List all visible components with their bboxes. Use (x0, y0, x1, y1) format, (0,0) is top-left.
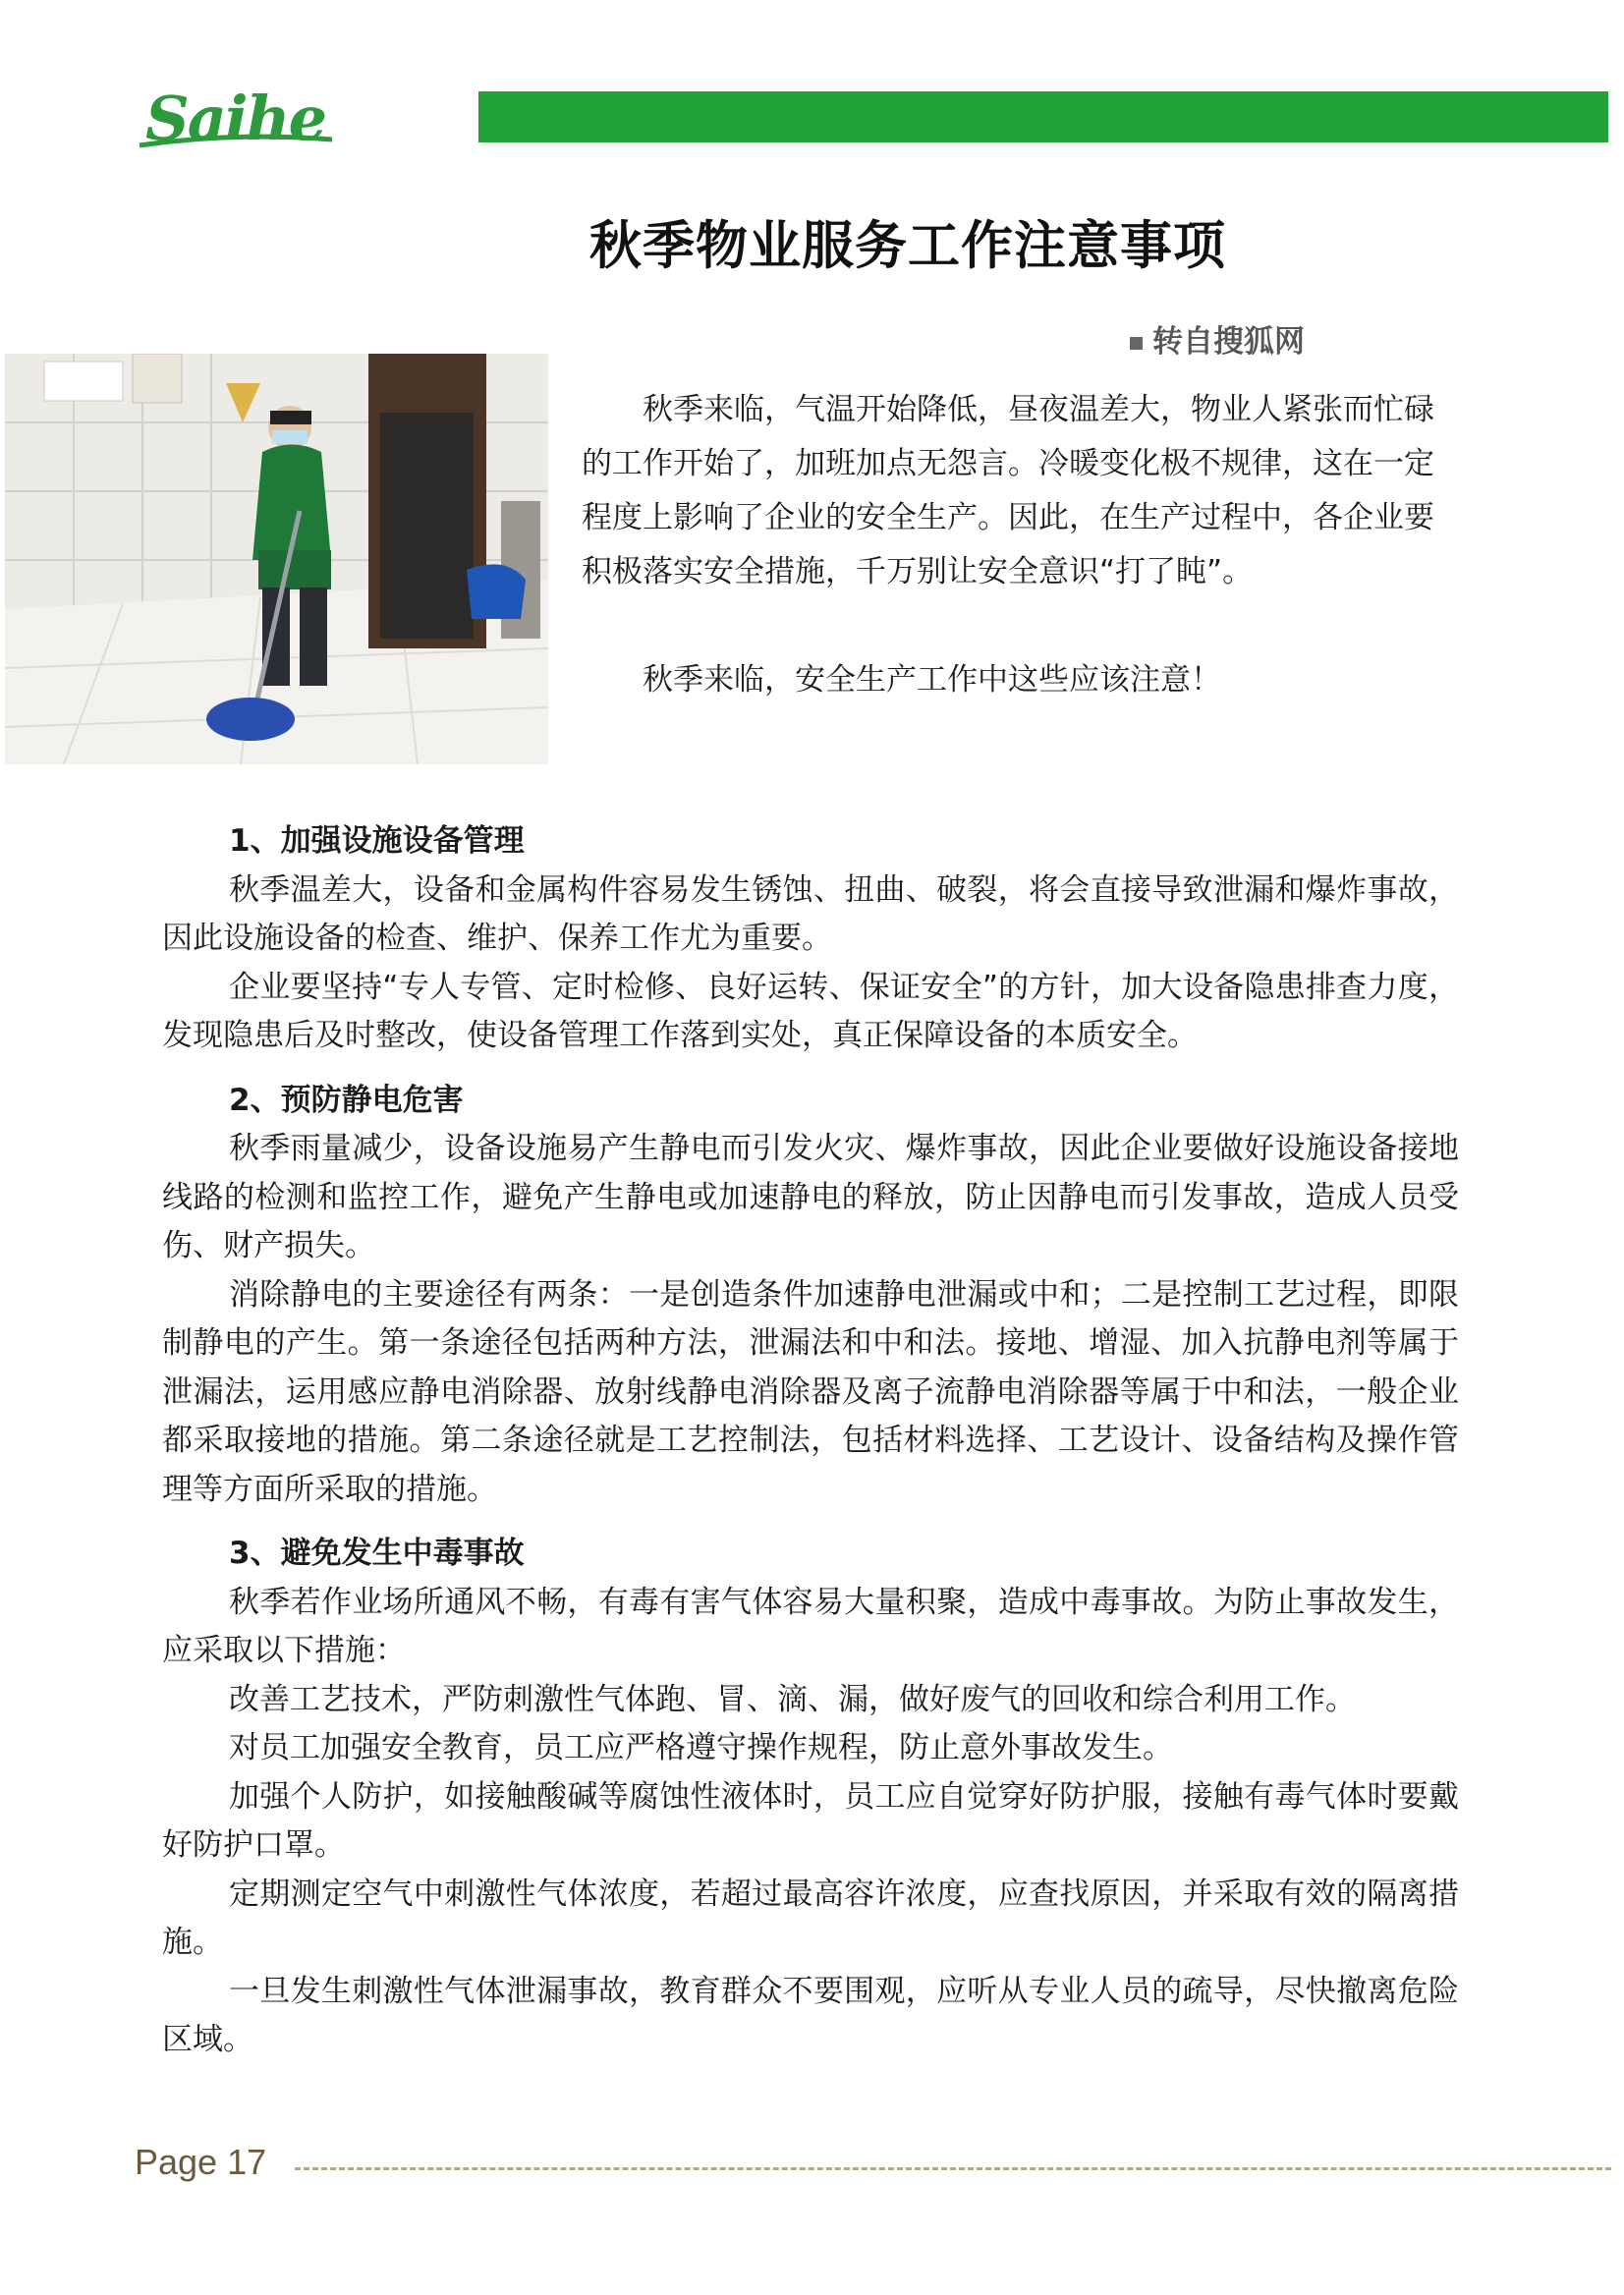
section-poisoning (162, 1530, 1459, 2065)
square-bullet-icon (1130, 337, 1143, 350)
section-paragraph: 定期测定空气中刺激性气体浓度，若超过最高容许浓度，应查找原因，并采取有效的隔离措施。 (162, 1875, 1459, 1960)
article-photo (5, 354, 548, 764)
logo-swoosh-icon (138, 130, 334, 149)
page-number: Page 17 (135, 2142, 267, 2182)
section-paragraph: 加强个人防护，如接触酸碱等腐蚀性液体时，员工应自觉穿好防护服，接触有毒气体时要戴好防护口罩。 (162, 1778, 1459, 1863)
intro-paragraph: 秋季来临，安全生产工作中这些应该注意！ (643, 662, 1221, 698)
section-paragraph: 企业要坚持“专人专管、定时检修、良好运转、保证安全”的方针，加大设备隐患排查力度，发现隐患后及时整改，使设备管理工作落到实处，真正保障设备的本质安全。 (162, 969, 1459, 1053)
article-title: 秋季物业服务工作注意事项 (589, 216, 1226, 276)
section-paragraph: 消除静电的主要途径有两条：一是创造条件加速静电泄漏或中和；二是控制工艺过程，即限制静电的产生。第一条途径包括两种方法，泄漏法和中和法。接地、增湿、加入抗静电剂等属于泄漏法，运用感应静电消除器、放射线静电消除器及离子流静电消除器等属于中和法，一般企业都采取接地的措施。第二条途径就是工艺控制法，包括材料选择、工艺设计、设备结构及操作管理等方面所采取的措施。 (162, 1276, 1459, 1507)
intro-paragraph: 秋季来临，气温开始降低，昼夜温差大，物业人紧张而忙碌的工作开始了，加班加点无怨言。冷暖变化极不规律，这在一定程度上影响了企业的安全生产。因此，在生产过程中，各企业要积极落实安全措施，千万别让安全意识“打了盹”。 (582, 392, 1434, 589)
article-source (1130, 316, 1305, 361)
section-paragraph: 秋季温差大，设备和金属构件容易发生锈蚀、扭曲、破裂，将会直接导致泄漏和爆炸事故，因此设施设备的检查、维护、保养工作尤为重要。 (162, 871, 1459, 956)
section-heading: 3、避免发生中毒事故 (229, 1536, 525, 1571)
header-green-bar (478, 91, 1608, 142)
section-paragraph: 秋季若作业场所通风不畅，有毒有害气体容易大量积聚，造成中毒事故。为防止事故发生，应采取以下措施： (162, 1584, 1459, 1668)
section-paragraph: 秋季雨量减少，设备设施易产生静电而引发火灾、爆炸事故，因此企业要做好设施设备接地线路的检测和监控工作，避免产生静电或加速静电的释放，防止因静电而引发事故，造成人员受伤、财产损失。 (162, 1131, 1459, 1263)
section-paragraph: 一旦发生刺激性气体泄漏事故，教育群众不要围观，应听从专业人员的疏导，尽快撤离危险区域。 (162, 1973, 1459, 2057)
section-paragraph: 对员工加强安全教育，员工应严格遵守操作规程，防止意外事故发生。 (229, 1730, 1173, 1765)
section-paragraph: 改善工艺技术，严防刺激性气体跑、冒、滴、漏，做好废气的回收和综合利用工作。 (229, 1681, 1356, 1717)
brand-logo: Saihe (145, 83, 326, 154)
source-text: 转自搜狐网 (1152, 324, 1305, 360)
section-static (162, 1077, 1459, 1515)
intro-text (582, 383, 1446, 707)
section-equipment (162, 817, 1459, 1061)
footer-divider (295, 2167, 1611, 2170)
article-body (162, 817, 1459, 2081)
section-heading: 1、加强设施设备管理 (229, 823, 525, 859)
section-heading: 2、预防静电危害 (229, 1082, 464, 1118)
